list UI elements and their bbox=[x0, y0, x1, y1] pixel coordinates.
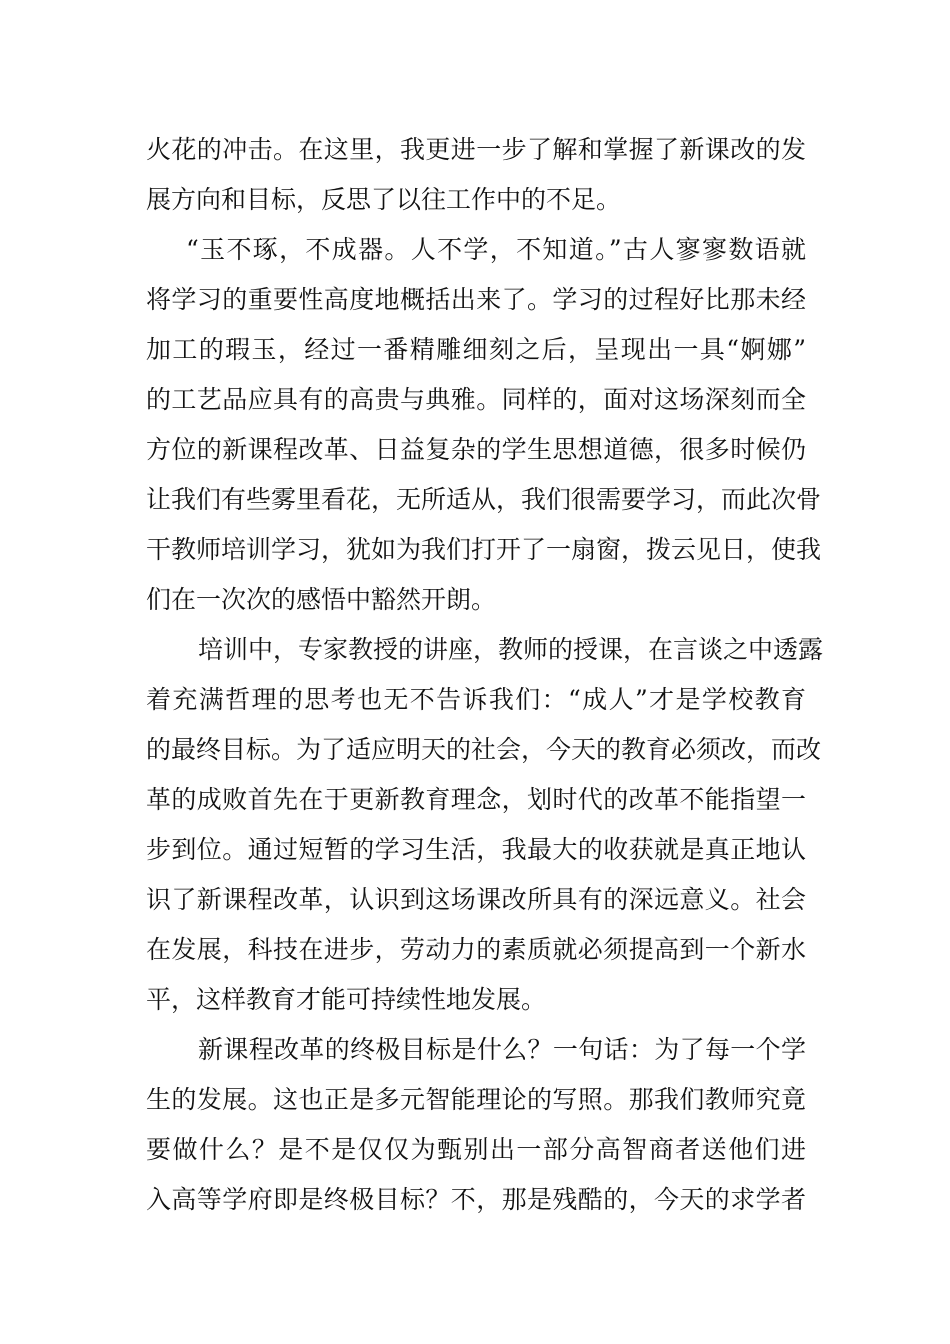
paragraph bbox=[146, 225, 822, 625]
text-line: 火花的冲击。在这里，我更进一步了解和掌握了新课改的发 bbox=[146, 135, 806, 164]
text-line: 步到位。通过短暂的学习生活，我最大的收获就是真正地认 bbox=[146, 835, 806, 864]
text-line: 着充满哲理的思考也无不告诉我们：“成人”才是学校教育 bbox=[146, 685, 806, 714]
text-line: 平，这样教育才能可持续性地发展。 bbox=[146, 985, 547, 1014]
paragraph bbox=[146, 125, 806, 225]
text-line: 培训中，专家教授的讲座，教师的授课，在言谈之中透露 bbox=[198, 635, 824, 664]
text-line: 的工艺品应具有的高贵与典雅。同样的，面对这场深刻而全 bbox=[146, 385, 806, 414]
text-line: 识了新课程改革，认识到这场课改所具有的深远意义。社会 bbox=[146, 885, 806, 914]
text-line: 入高等学府即是终极目标？不，那是残酷的，今天的求学者 bbox=[146, 1185, 806, 1214]
text-line: 新课程改革的终极目标是什么？一句话：为了每一个学 bbox=[198, 1035, 806, 1064]
text-line: 革的成败首先在于更新教育理念，划时代的改革不能指望一 bbox=[146, 785, 806, 814]
text-line: 干教师培训学习，犹如为我们打开了一扇窗，拨云见日，使我 bbox=[146, 535, 822, 564]
text-line: 将学习的重要性高度地概括出来了。学习的过程好比那未经 bbox=[146, 285, 806, 314]
text-line: 的最终目标。为了适应明天的社会，今天的教育必须改，而改 bbox=[146, 735, 822, 764]
text-line: 展方向和目标，反思了以往工作中的不足。 bbox=[146, 185, 622, 214]
text-line: 方位的新课程改革、日益复杂的学生思想道德，很多时候仍 bbox=[146, 435, 806, 464]
text-line: “玉不琢，不成器。人不学，不知道。”古人寥寥数语就 bbox=[186, 235, 806, 264]
text-line: 让我们有些雾里看花，无所适从，我们很需要学习，而此次骨 bbox=[146, 485, 822, 514]
text-line: 生的发展。这也正是多元智能理论的写照。那我们教师究竟 bbox=[146, 1085, 806, 1114]
document-body bbox=[146, 125, 824, 1225]
text-line: 在发展，科技在进步，劳动力的素质就必须提高到一个新水 bbox=[146, 935, 806, 964]
text-line: 加工的瑕玉，经过一番精雕细刻之后，呈现出一具“婀娜” bbox=[146, 335, 806, 364]
text-line: 要做什么？是不是仅仅为甄别出一部分高智商者送他们进 bbox=[146, 1135, 806, 1164]
paragraph bbox=[146, 625, 824, 1025]
paragraph bbox=[146, 1025, 806, 1225]
text-line: 们在一次次的感悟中豁然开朗。 bbox=[146, 585, 497, 614]
